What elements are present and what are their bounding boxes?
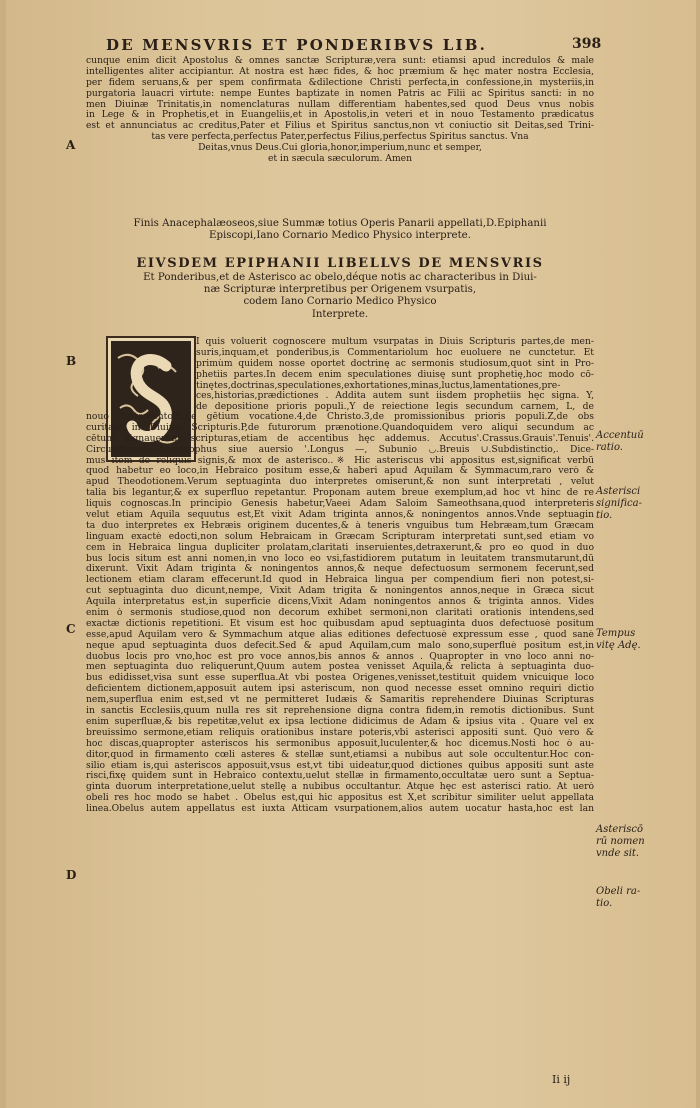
text-line: talia bis legantur,& ex superfluo repetantur. Proponam autem breue exemplum,ad hoc vt hinc de re [86, 488, 594, 499]
text-line: men Diuinæ Trinitatis,in nomenclaturas nullam differentiam habentes,sed quod Deus vnus nobis [86, 99, 594, 110]
colophon [86, 218, 594, 242]
sidenote-line: Tempus [596, 628, 636, 639]
text-line: enim ò sermonis studiose,quod non decorum exhibet sermoni,non claritati orationis intendens,sed [86, 608, 594, 619]
text-line: silio etiam is,qui asteriscos apposuit,vsus est,vt tibi uideatur,quod dictiones quibus appositi sunt aste [86, 760, 594, 771]
treatise-subtitle [86, 272, 594, 321]
book-page [6, 0, 696, 1108]
text-line: curitate in Diuinis Scripturis.P,de futurorum prænotione.Quandoquidem vero aliqui secundum ac [86, 422, 594, 433]
text-line: in sanctis Ecclesiis,quum nulla res sit reprehensione digna contra fidem,in remotis dictionibus. Sunt [86, 706, 594, 717]
margin-letter-c: C [66, 622, 76, 636]
text-line: primùm quidem nosse oportet doctrinę ac sermonis studiosum,quot sint in Pro- [196, 358, 594, 369]
folio-number: 398 [572, 36, 602, 52]
text-line: in Lege & in Prophetis,et in Euangeliis,et in Apostolis,in veteri et in nouo Testamento prædicatus [86, 110, 594, 121]
text-line: hoc discas,quapropter asteriscos his sermonibus apposuit,luculenter,& hoc dicemus.Nosti hoc ò au- [86, 738, 594, 749]
text-line: suris,inquam,et ponderibus,is Commentariolum hoc euoluere ne cunctetur. Et [196, 347, 594, 358]
text-line: linea.Obelus autem appellatus est iuxta Atticam vsurpationem,alios autem uocatur hasta,hoc est lan [86, 804, 594, 815]
text-line: nem,superflua enim est,sed vt ne permitteret Iudæis & Samaritis reprehendere Diuinas Scripturas [86, 695, 594, 706]
text-line: dixerunt. Vixit Adam triginta & noningentos annos,& neque defectuosum sermonem fecerunt,sed [86, 564, 594, 575]
text-line: apud Theodotionem.Verum septuaginta duo interpretes omiserunt,& non sunt interpretati , velut [86, 477, 594, 488]
text-line: ginta duorum interpretatione,uelut stellę a nubibus occultantur. Atque hęc est asterisci ratio. At uerò [86, 782, 594, 793]
sidenote-line: significa- [596, 498, 642, 509]
text-line: enim superfluæ,& bis repetitæ,velut ex ipsa lectione didicimus de Adam & ipsius vita . Quare vel ex [86, 716, 594, 727]
sidenote-adam-age [596, 628, 694, 652]
closing-text-block [86, 56, 594, 165]
text-line: risci,fixę quidem sunt in Hebraico contextu,uelut stellæ in firmamento,occultatæ uero sunt a Septua- [86, 771, 594, 782]
heading-line: Interprete. [311, 308, 369, 320]
text-line: bus edidisset,visa sunt esse superflua.At vbi postea Origenes,venisset,testituit quidem vnicuique loco [86, 673, 594, 684]
opening-paragraph [196, 337, 594, 413]
sidenote-line: tio. [596, 510, 613, 521]
text-line: cunque enim dicit Apostolus & omnes sanctæ Scripturæ,vera sunt: etiamsi apud incredulos & male [86, 56, 594, 66]
margin-letter-b: B [66, 354, 77, 368]
text-line: purgatoria lauacri virtute: nempe Euntes baptizate in nomen Patris ac Filii ac Spiritus sancti: in no [86, 88, 594, 99]
sidenote-line: ratio. [596, 442, 623, 453]
heading-line: Finis Anacephalæoseos,siue Summæ totius Operis Panarii appellati,D.Epiphanii [133, 218, 547, 229]
text-line: ditor,quod in firmamento cœli asteres & stellæ sunt,etiamsi a nubibus aut sole occultentur.Hoc con- [86, 749, 594, 760]
text-line: Deitas,vnus Deus.Cui gloria,honor,imperium,nunc et semper, [198, 143, 482, 154]
heading-line: næ Scripturæ interpretibus per Origenem vsurpatis, [203, 284, 477, 296]
text-line: velut etiam Aquila sequutus est,Et vixit Adam triginta annos,& noningentos annos.Vnde septuagin [86, 510, 594, 521]
text-line: tinętes,doctrinas,speculationes,exhortationes,minas,luctus,lamentationes,pre- [196, 380, 561, 391]
sidenote-line: Asterisci [596, 486, 641, 497]
text-line: breuissimo sermone,etiam reliquis orationibus instare poteris,vbi asterisci appositi sunt. Quò vero & [86, 727, 594, 738]
text-line: Aquila interpretatus est,in superficie dicens,Vixit Adam noningentos annos & triginta annos. Vides [86, 597, 594, 608]
heading-line: codem Iano Cornario Medico Physico [243, 296, 437, 308]
text-line: obeli res hoc modo se habet . Obelus est,qui hic appositus est X,et scribitur similiter uelut appellata [86, 793, 594, 804]
text-line: ces,historias,prædictiones . Addita autem sunt iisdem prophetiis hęc signa. Y, [196, 391, 594, 402]
sidenote-obelus [596, 886, 694, 910]
heading-line: Et Ponderibus,et de Asterisco ac obelo,déque notis ac characteribus in Diui- [143, 272, 537, 283]
sidenote-line: tio. [596, 898, 613, 909]
sidenote-line: vitę Adę. [596, 640, 641, 651]
sidenote-line: vnde sit. [596, 848, 640, 859]
main-body-text [86, 412, 594, 815]
text-line: I quis voluerit cognoscere multum vsurpatas in Diuis Scripturis partes,de men- [196, 337, 594, 347]
text-line: deficientem dictionem,apposuit autem ipsi asteriscum, non quod necesse esset omnino requiri dictio [86, 684, 594, 695]
text-line: est et annunciatus ac creditus,Pater et Filius et Spiritus sanctus,non vt coniuctio sit Deitas,sed Trini- [86, 121, 594, 132]
sidenote-accent [596, 430, 694, 454]
text-line: esse,apud Aquilam vero & Symmachum atque alias editiones defectuosè expressum esse , quod sanè [86, 629, 594, 640]
text-line: liquis cognoscas.In principio Genesis habetur,Vaeei Adam Saloim Sameothsana,quod interpreteris [86, 499, 594, 510]
text-line: men septuaginta duo reliquerunt,Quum autem postea venisset Aquila,& relicta à septuaginta duo- [86, 662, 594, 673]
running-head: DE MENSVRIS ET PONDERIBVS LIB. [106, 36, 488, 54]
text-line: de depositione prioris populi.,Y de reiectione legis secundum carnem, L, de [196, 402, 594, 413]
sidenote-line: rū nomen [596, 836, 645, 847]
text-line: Circumflexus~.Apostrophus siue auersio '.Longus —, Subunio ◡.Breuis ∪.Subdistinctio,. Dice- [86, 444, 594, 455]
text-line: phetiis partes.In decem enim speculationes diuisę sunt prophetię,hoc modo cō- [196, 369, 594, 380]
signature-mark: Ii ij [552, 1073, 571, 1086]
sidenote-asterisk-meaning [596, 486, 694, 522]
margin-letter-a: A [66, 138, 76, 152]
text-line: et in sæcula sæculorum. Amen [267, 154, 413, 165]
text-line: bus locis situm est anni nomen,in vno loco eo vsi,fastidiorem putatum in leuitatem transmutarunt,dū [86, 553, 594, 564]
treatise-title: EIVSDEM EPIPHANII LIBELLVS DE MENSVRIS [136, 256, 544, 271]
text-line: per fidem seruans,& per spem confirmata &dilectione Christi perfecta,in confessione,in mysteriis,in [86, 77, 594, 88]
sidenote-asterisk-name [596, 824, 694, 860]
text-line: intelligentes aliter accipiantur. At nostra est hæc fides, & hoc præmium & hęc mater nostra Ecclesia, [86, 66, 594, 77]
text-line: lectionem etiam claram effecerunt.Id quod in Hebraica lingua per compendium fieri non potest,si- [86, 575, 594, 586]
margin-letter-d: D [66, 868, 77, 882]
heading-line: Episcopi,Iano Cornario Medico Physico interprete. [209, 230, 471, 242]
text-line: cētum signauerunt scripturas,etiam de accentibus hęc addemus. Accutus'.Crassus.Grauis'.Tenuis'. [86, 433, 594, 444]
text-line: mus item de reliquis signis,& mox de asterisco..※ Hic asteriscus vbi appositus est,significat verbū [86, 455, 594, 466]
text-line: duobus locis pro vno,hoc est pro voce annos,bis annos & annos . Quapropter in vno loco anni no- [86, 651, 594, 662]
text-line: cem in Hebraica lingua dupliciter prolatam,claritati inseruientes,detraxerunt,& pro eo quod in duo [86, 542, 594, 553]
text-line: quod habetur eo loco,in Hebraico positum esse,& haberi apud Aquilam & Symmacum,raro verò & [86, 466, 594, 477]
text-line: linguam exactè edocti,non solum Hebraicam in Græcam Scripturam interpretati sunt,sed etiam vo [86, 531, 594, 542]
text-line: neque apud septuaginta duos defecit.Sed & apud Aquilam,cum malo sono,superfluè positum est,in [86, 640, 594, 651]
sidenote-line: Obeli ra- [596, 886, 641, 897]
sidenote-line: Asteriscō [596, 824, 644, 835]
text-line: nouo Testamento.E,de gētium vocatione.4,de Christo.3,de promissionibus prioris populi.Z,de obs [86, 412, 594, 422]
text-line: tas vere perfecta,perfectus Pater,perfectus Filius,perfectus Spiritus sanctus. Vna [151, 132, 529, 143]
text-line: exactæ dictionis repetitioni. Et visum est hoc quibusdam apud septuaginta duos defectuosè positum [86, 618, 594, 629]
sidenote-line: Accentuū [596, 430, 644, 441]
text-line: cut septuaginta duo dicunt,nempe, Vixit Adam trigita & noningentos annos,neque in Græca sicut [86, 586, 594, 597]
text-line: ta duo interpretes ex Hebræis originem ducentes,& à teneris vnguibus tum Hebræam,tum Græcam [86, 520, 594, 531]
